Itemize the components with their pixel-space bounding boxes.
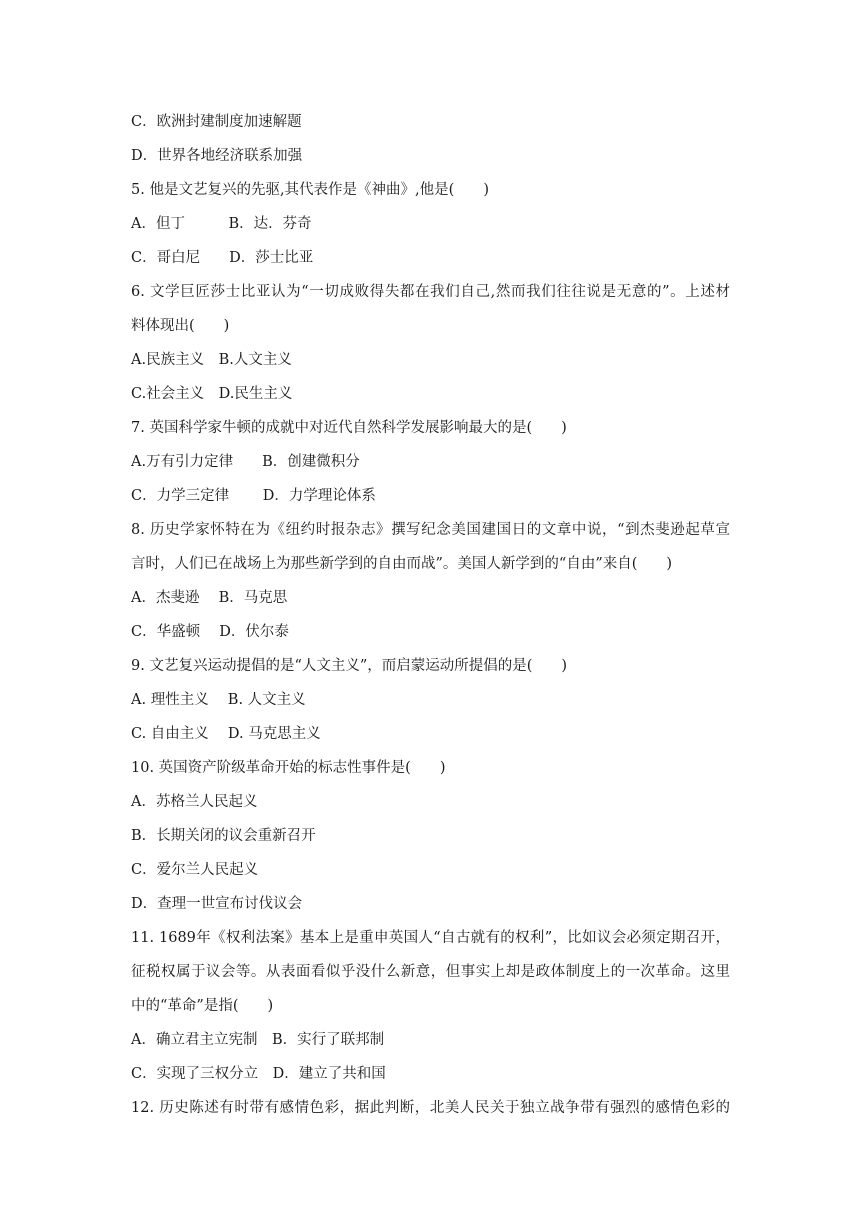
option-c-q4: C．欧洲封建制度加速解题 <box>131 114 302 130</box>
option-a-q10: A．苏格兰人民起义 <box>131 794 258 810</box>
question-6-line-2: 料体现出( ) <box>131 318 230 334</box>
options-ab-q8: A．杰斐逊 B．马克思 <box>131 590 288 606</box>
options-cd-q11: C．实现了三权分立 D．建立了共和国 <box>131 1066 386 1082</box>
options-ab-q6: A.民族主义 B.人文主义 <box>131 352 292 368</box>
question-5: 5. 他是文艺复兴的先驱,其代表作是《神曲》,他是( ) <box>131 182 489 198</box>
question-9: 9. 文艺复兴运动提倡的是“人文主义”，而启蒙运动所提倡的是( ) <box>131 658 568 674</box>
options-cd-q7: C．力学三定律 D．力学理论体系 <box>131 488 376 504</box>
option-d-q4: D．世界各地经济联系加强 <box>131 148 303 164</box>
options-cd-q6: C.社会主义 D.民生主义 <box>131 386 293 402</box>
question-11-line-2: 征税权属于议会等。从表面看似乎没什么新意，但事实上却是政体制度上的一次革命。这里 <box>131 964 730 980</box>
question-12-line-1: 12. 历史陈述有时带有感情色彩，据此判断，北美人民关于独立战争带有强烈的感情色彩的 <box>131 1100 730 1116</box>
options-ab-q11: A．确立君主立宪制 B．实行了联邦制 <box>131 1032 385 1048</box>
option-b-q10: B．长期关闭的议会重新召开 <box>131 828 316 844</box>
question-8-line-2: 言时，人们已在战场上为那些新学到的自由而战”。美国人新学到的“自由”来自( ) <box>131 556 673 572</box>
option-c-q10: C．爱尔兰人民起义 <box>131 862 259 878</box>
question-6-line-1: 6. 文学巨匠莎士比亚认为“一切成败得失都在我们自己,然而我们往往说是无意的”。上述材 <box>131 284 731 300</box>
options-ab-q7: A.万有引力定律 B．创建微积分 <box>131 454 360 470</box>
options-cd-q9: C. 自由主义 D. 马克思主义 <box>131 726 321 742</box>
options-ab-q9: A. 理性主义 B. 人文主义 <box>131 692 306 708</box>
options-ab-q5: A．但丁 B．达．芬奇 <box>131 216 312 232</box>
question-11-line-3: 中的“革命”是指( ) <box>131 998 274 1014</box>
question-8-line-1: 8. 历史学家怀特在为《纽约时报杂志》撰写纪念美国建国日的文章中说，“到杰斐逊起草宣 <box>131 522 730 538</box>
option-d-q10: D．查理一世宣布讨伐议会 <box>131 896 303 912</box>
question-11-line-1: 11. 1689年《权利法案》基本上是重申英国人“自古就有的权利”，比如议会必须定期召开， <box>131 930 730 946</box>
question-7: 7. 英国科学家牛顿的成就中对近代自然科学发展影响最大的是( ) <box>131 420 567 436</box>
question-10: 10. 英国资产阶级革命开始的标志性事件是( ) <box>131 760 446 776</box>
options-cd-q8: C．华盛顿 D．伏尔泰 <box>131 624 289 640</box>
options-cd-q5: C．哥白尼 D．莎士比亚 <box>131 250 314 266</box>
